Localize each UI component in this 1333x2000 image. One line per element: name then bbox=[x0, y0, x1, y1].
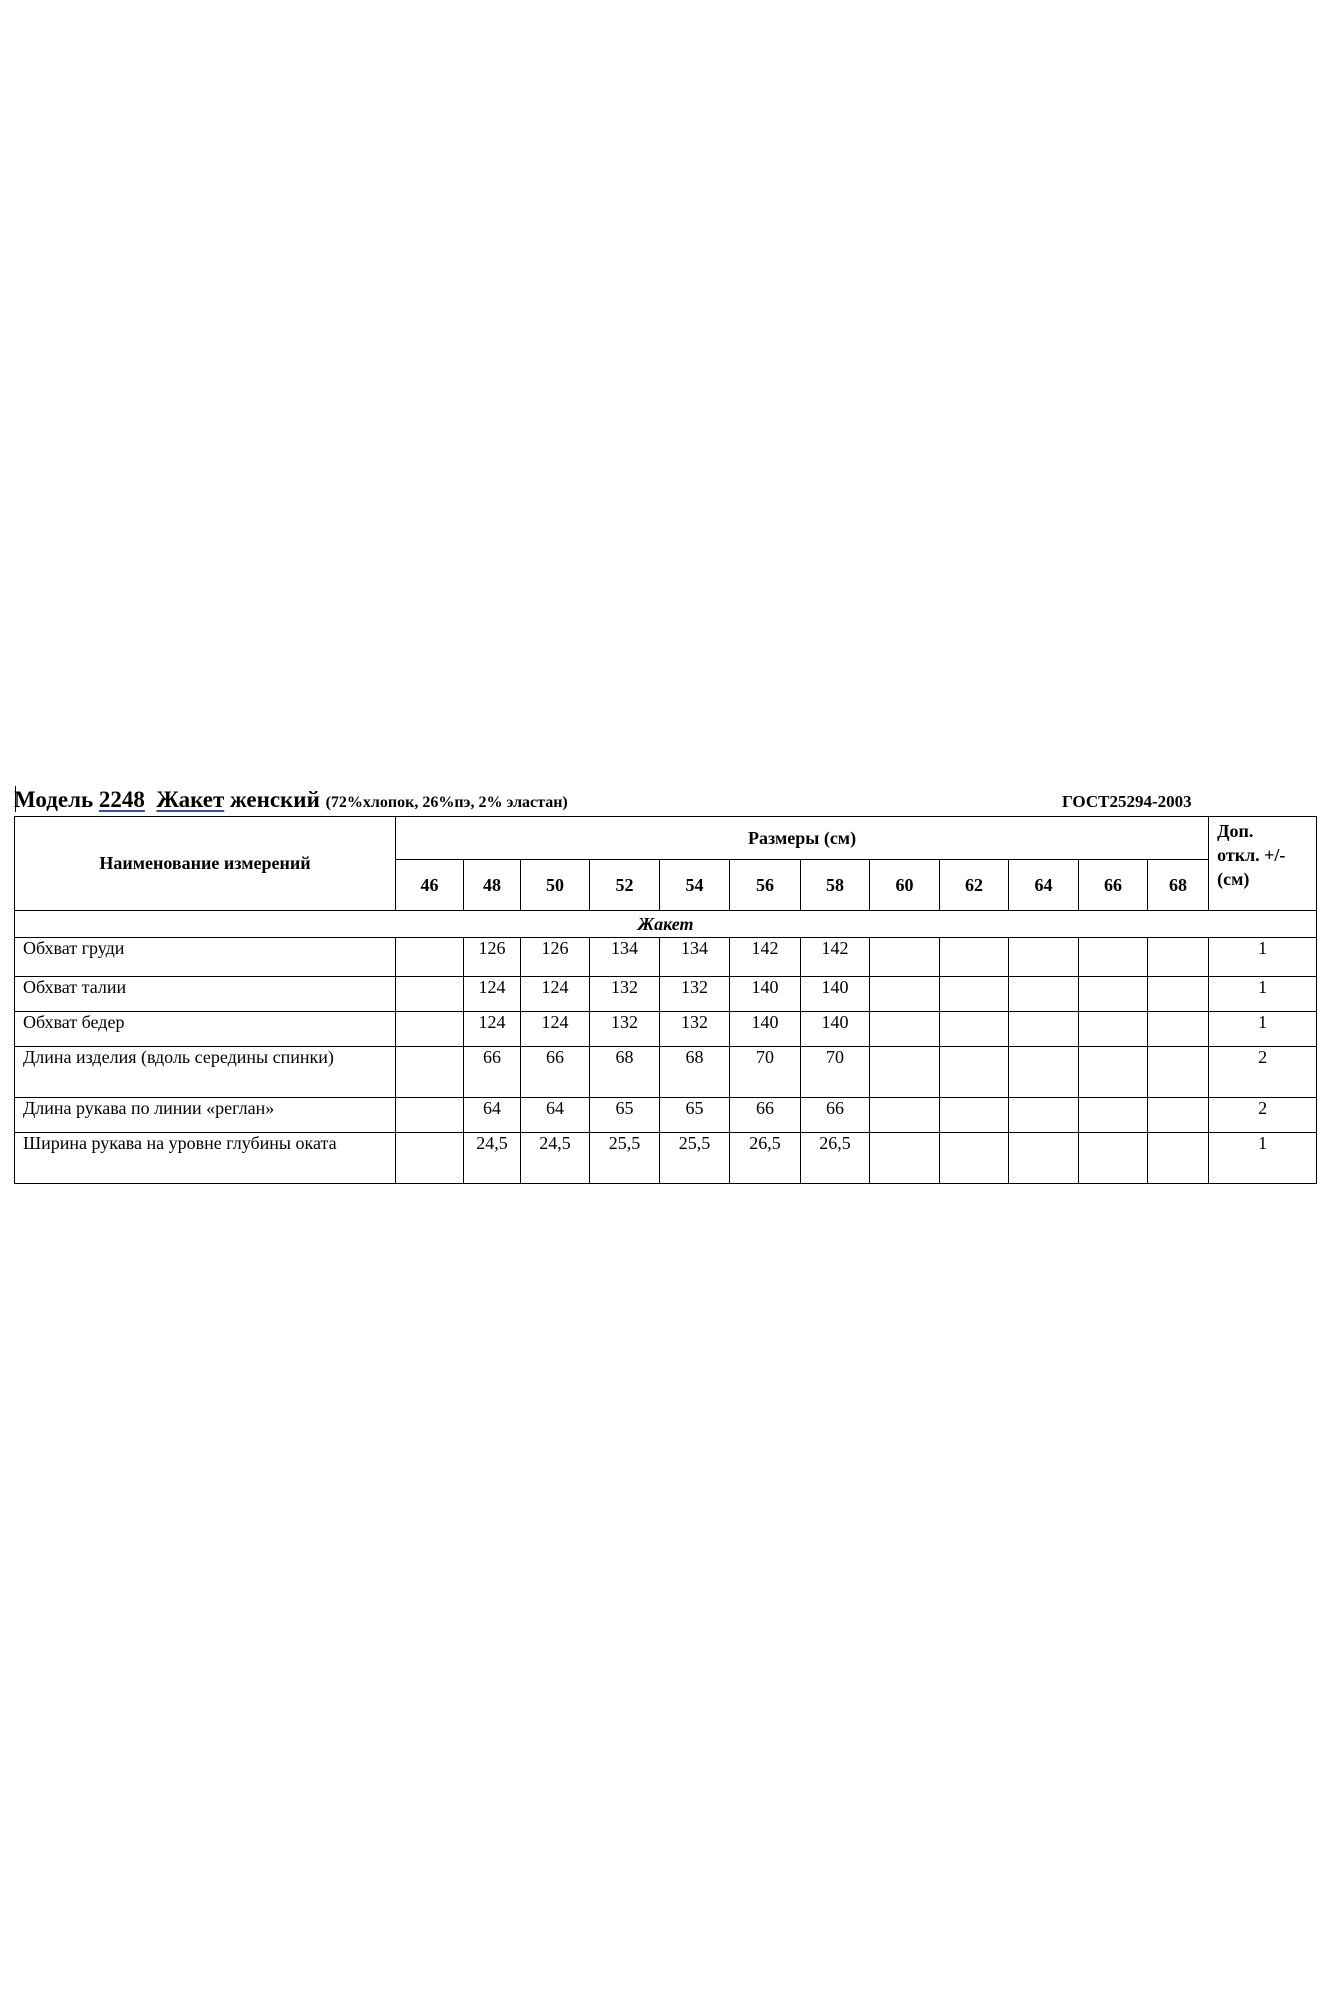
value-cell bbox=[1009, 1098, 1079, 1133]
size-cell: 48 bbox=[464, 860, 521, 911]
value-cell: 66 bbox=[464, 1047, 521, 1098]
tolerance-header-line1: Доп. bbox=[1217, 821, 1254, 841]
tolerance-cell: 1 bbox=[1209, 977, 1317, 1012]
value-cell: 26,5 bbox=[801, 1133, 870, 1184]
value-cell bbox=[1009, 977, 1079, 1012]
value-cell bbox=[1079, 1133, 1148, 1184]
value-cell: 70 bbox=[801, 1047, 870, 1098]
value-cell bbox=[1009, 1047, 1079, 1098]
value-cell bbox=[1079, 1047, 1148, 1098]
value-cell: 126 bbox=[521, 938, 590, 977]
value-cell bbox=[1148, 938, 1209, 977]
document-header bbox=[14, 786, 1316, 816]
value-cell: 132 bbox=[660, 1012, 730, 1047]
value-cell: 24,5 bbox=[464, 1133, 521, 1184]
value-cell bbox=[396, 1098, 464, 1133]
value-cell bbox=[940, 1047, 1009, 1098]
measurement-name: Длина изделия (вдоль середины спинки) bbox=[15, 1047, 396, 1098]
value-cell bbox=[1009, 1012, 1079, 1047]
value-cell: 26,5 bbox=[730, 1133, 801, 1184]
table-row bbox=[15, 1012, 1317, 1047]
table-row bbox=[15, 977, 1317, 1012]
value-cell bbox=[396, 1047, 464, 1098]
value-cell bbox=[396, 1133, 464, 1184]
value-cell bbox=[1148, 1098, 1209, 1133]
table-row bbox=[15, 1047, 1317, 1098]
measurement-name: Длина рукава по линии «реглан» bbox=[15, 1098, 396, 1133]
size-cell: 54 bbox=[660, 860, 730, 911]
value-cell bbox=[1148, 1047, 1209, 1098]
value-cell bbox=[1079, 1098, 1148, 1133]
value-cell bbox=[1148, 1012, 1209, 1047]
size-cell: 52 bbox=[590, 860, 660, 911]
tolerance-cell: 2 bbox=[1209, 1047, 1317, 1098]
title-prefix: Модель bbox=[14, 787, 99, 812]
size-cell: 68 bbox=[1148, 860, 1209, 911]
size-cell: 46 bbox=[396, 860, 464, 911]
size-cell: 62 bbox=[940, 860, 1009, 911]
model-title bbox=[14, 786, 568, 817]
tolerance-header bbox=[1209, 817, 1317, 911]
size-cell: 64 bbox=[1009, 860, 1079, 911]
measurement-name-header: Наименование измерений bbox=[15, 817, 396, 911]
value-cell: 64 bbox=[521, 1098, 590, 1133]
tolerance-cell: 1 bbox=[1209, 938, 1317, 977]
tolerance-header-line2: откл. +/- bbox=[1217, 845, 1286, 865]
value-cell: 66 bbox=[521, 1047, 590, 1098]
value-cell: 142 bbox=[801, 938, 870, 977]
value-cell: 134 bbox=[590, 938, 660, 977]
value-cell bbox=[870, 1047, 940, 1098]
value-cell bbox=[940, 1133, 1009, 1184]
measurement-name: Обхват талии bbox=[15, 977, 396, 1012]
value-cell: 124 bbox=[464, 977, 521, 1012]
value-cell bbox=[1009, 1133, 1079, 1184]
value-cell: 64 bbox=[464, 1098, 521, 1133]
size-cell: 50 bbox=[521, 860, 590, 911]
value-cell bbox=[1079, 1012, 1148, 1047]
size-table bbox=[14, 816, 1317, 1184]
value-cell bbox=[1009, 938, 1079, 977]
model-number: 2248 bbox=[98, 787, 145, 812]
table-header-row bbox=[15, 817, 1317, 860]
tolerance-cell: 1 bbox=[1209, 1133, 1317, 1184]
value-cell: 124 bbox=[521, 977, 590, 1012]
value-cell: 134 bbox=[660, 938, 730, 977]
size-cell: 66 bbox=[1079, 860, 1148, 911]
value-cell bbox=[396, 938, 464, 977]
value-cell bbox=[396, 1012, 464, 1047]
value-cell: 140 bbox=[730, 1012, 801, 1047]
value-cell: 140 bbox=[730, 977, 801, 1012]
value-cell: 66 bbox=[730, 1098, 801, 1133]
sizes-header: Размеры (см) bbox=[396, 817, 1209, 860]
value-cell bbox=[870, 1133, 940, 1184]
size-cell: 60 bbox=[870, 860, 940, 911]
value-cell bbox=[1079, 938, 1148, 977]
tolerance-cell: 2 bbox=[1209, 1098, 1317, 1133]
garment-suffix: женский bbox=[224, 787, 326, 812]
size-cell: 58 bbox=[801, 860, 870, 911]
tolerance-cell: 1 bbox=[1209, 1012, 1317, 1047]
value-cell: 24,5 bbox=[521, 1133, 590, 1184]
value-cell: 126 bbox=[464, 938, 521, 977]
value-cell: 132 bbox=[660, 977, 730, 1012]
value-cell: 25,5 bbox=[660, 1133, 730, 1184]
value-cell: 65 bbox=[590, 1098, 660, 1133]
table-row bbox=[15, 938, 1317, 977]
section-row bbox=[15, 911, 1317, 938]
value-cell: 140 bbox=[801, 1012, 870, 1047]
value-cell bbox=[940, 1012, 1009, 1047]
value-cell: 68 bbox=[590, 1047, 660, 1098]
value-cell bbox=[1148, 977, 1209, 1012]
value-cell: 124 bbox=[521, 1012, 590, 1047]
value-cell: 70 bbox=[730, 1047, 801, 1098]
value-cell: 68 bbox=[660, 1047, 730, 1098]
value-cell: 140 bbox=[801, 977, 870, 1012]
table-row bbox=[15, 1133, 1317, 1184]
value-cell bbox=[940, 938, 1009, 977]
garment-name: Жакет bbox=[156, 787, 225, 812]
value-cell bbox=[396, 977, 464, 1012]
tolerance-header-line3: (см) bbox=[1217, 869, 1250, 889]
value-cell bbox=[1079, 977, 1148, 1012]
value-cell: 132 bbox=[590, 1012, 660, 1047]
table-row bbox=[15, 1098, 1317, 1133]
measurement-name: Обхват груди bbox=[15, 938, 396, 977]
measurement-name: Ширина рукава на уровне глубины оката bbox=[15, 1133, 396, 1184]
value-cell: 66 bbox=[801, 1098, 870, 1133]
size-chart-document bbox=[14, 786, 1316, 1184]
value-cell bbox=[870, 1098, 940, 1133]
value-cell: 132 bbox=[590, 977, 660, 1012]
measurement-name: Обхват бедер bbox=[15, 1012, 396, 1047]
value-cell: 65 bbox=[660, 1098, 730, 1133]
value-cell: 124 bbox=[464, 1012, 521, 1047]
value-cell bbox=[870, 977, 940, 1012]
fabric-composition: (72%хлопок, 26%пэ, 2% эластан) bbox=[325, 794, 568, 811]
value-cell bbox=[870, 938, 940, 977]
standard-code: ГОСТ25294-2003 bbox=[1062, 792, 1192, 811]
section-title: Жакет bbox=[15, 911, 1317, 938]
value-cell bbox=[870, 1012, 940, 1047]
value-cell: 142 bbox=[730, 938, 801, 977]
value-cell bbox=[1148, 1133, 1209, 1184]
size-cell: 56 bbox=[730, 860, 801, 911]
value-cell bbox=[940, 1098, 1009, 1133]
value-cell: 25,5 bbox=[590, 1133, 660, 1184]
value-cell bbox=[940, 977, 1009, 1012]
